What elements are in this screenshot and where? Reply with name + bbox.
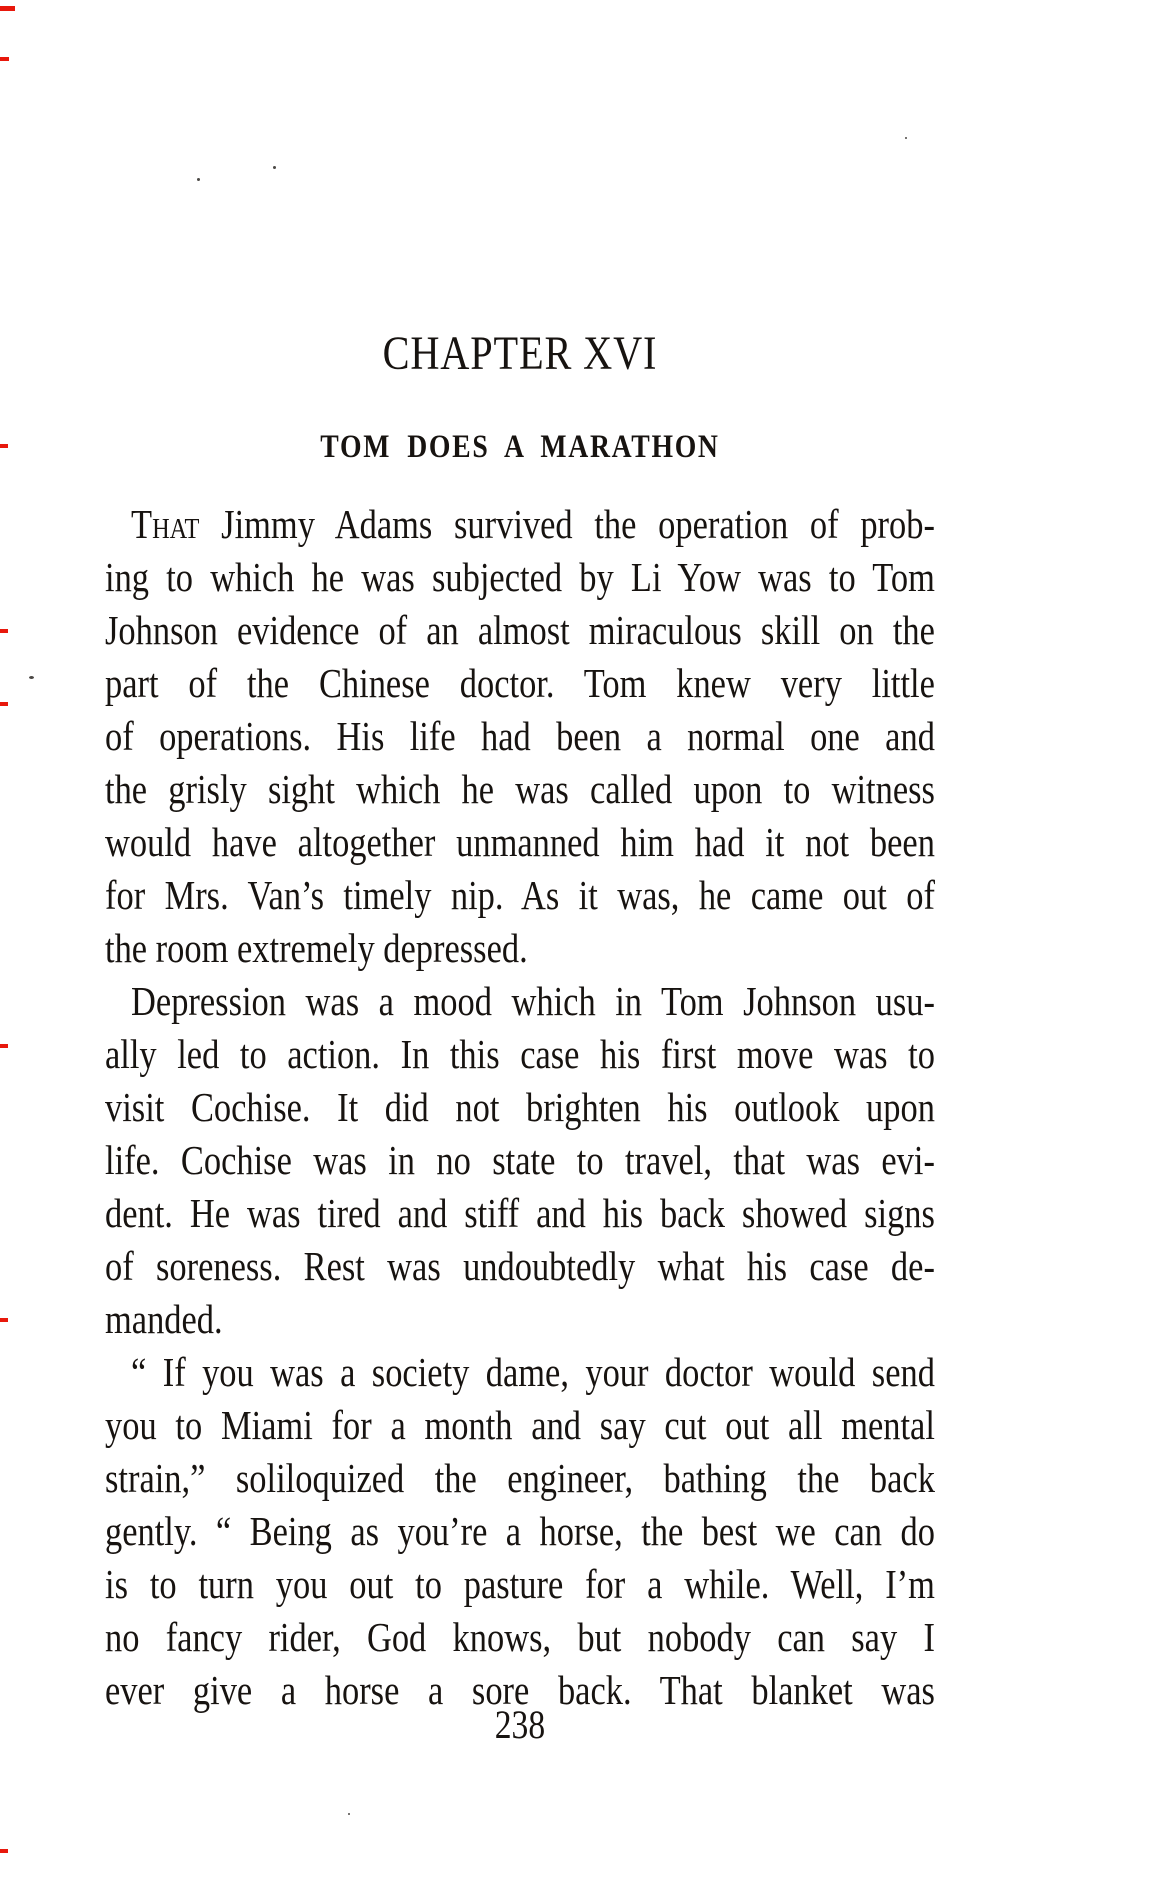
scan-speck [273,166,276,169]
red-edge-mark [0,702,8,706]
text-line: part of the Chinese doctor. Tom knew very little [105,660,935,706]
red-edge-mark [0,629,8,633]
text-line: gently. “ Being as you’re a horse, the best we can do [105,1508,935,1554]
small-caps-lead-word: That [131,501,200,547]
red-edge-mark [0,1318,8,1322]
text-line: the room extremely depressed. [105,925,528,971]
red-edge-mark [0,444,8,448]
red-edge-mark [0,6,15,11]
text-line: ever give a horse a sore back. That blanket was [105,1667,935,1713]
text-line: of soreness. Rest was undoubtedly what his case de- [105,1243,935,1289]
text-line: would have altogether unmanned him had it not been [105,819,935,865]
paragraph [105,1346,935,1717]
text-line: you to Miami for a month and say cut out all mental [105,1402,935,1448]
red-edge-mark [0,1044,8,1048]
red-edge-mark [0,57,9,61]
red-edge-mark [0,1849,8,1853]
chapter-subtitle: TOM DOES A MARATHON [320,429,720,465]
text-line: the grisly sight which he was called upon to witness [105,766,935,812]
body-text [105,498,935,1717]
text-line: no fancy rider, God knows, but nobody can say I [105,1614,935,1660]
scan-speck [348,1813,350,1815]
text-line: is to turn you out to pasture for a while. Well, I’m [105,1561,935,1607]
text-line: That Jimmy Adams survived the operation of prob- [131,501,935,547]
text-line: life. Cochise was in no state to travel, that was evi- [105,1137,935,1183]
text-line: strain,” soliloquized the engineer, bathing the back [105,1455,935,1501]
text-line: manded. [105,1296,223,1342]
text-line: for Mrs. Van’s timely nip. As it was, he came out of [105,872,935,918]
text-line: dent. He was tired and stiff and his back showed signs [105,1190,935,1236]
page-number: 238 [494,1702,546,1747]
scan-speck [197,178,200,181]
text-line: Johnson evidence of an almost miraculous skill on the [105,607,935,653]
scan-speck [29,676,34,679]
text-line: Depression was a mood which in Tom Johnson usu- [131,978,935,1024]
scan-speck [905,137,907,139]
chapter-heading: CHAPTER XVI [382,327,658,380]
paragraph [105,975,935,1346]
text-line: ally led to action. In this case his first move was to [105,1031,935,1077]
text-line: “ If you was a society dame, your doctor would send [131,1349,935,1395]
text-line: visit Cochise. It did not brighten his outlook upon [105,1084,935,1130]
text-line: of operations. His life had been a normal one and [105,713,935,759]
text-line: ing to which he was subjected by Li Yow was to Tom [105,554,935,600]
paragraph [105,498,935,975]
